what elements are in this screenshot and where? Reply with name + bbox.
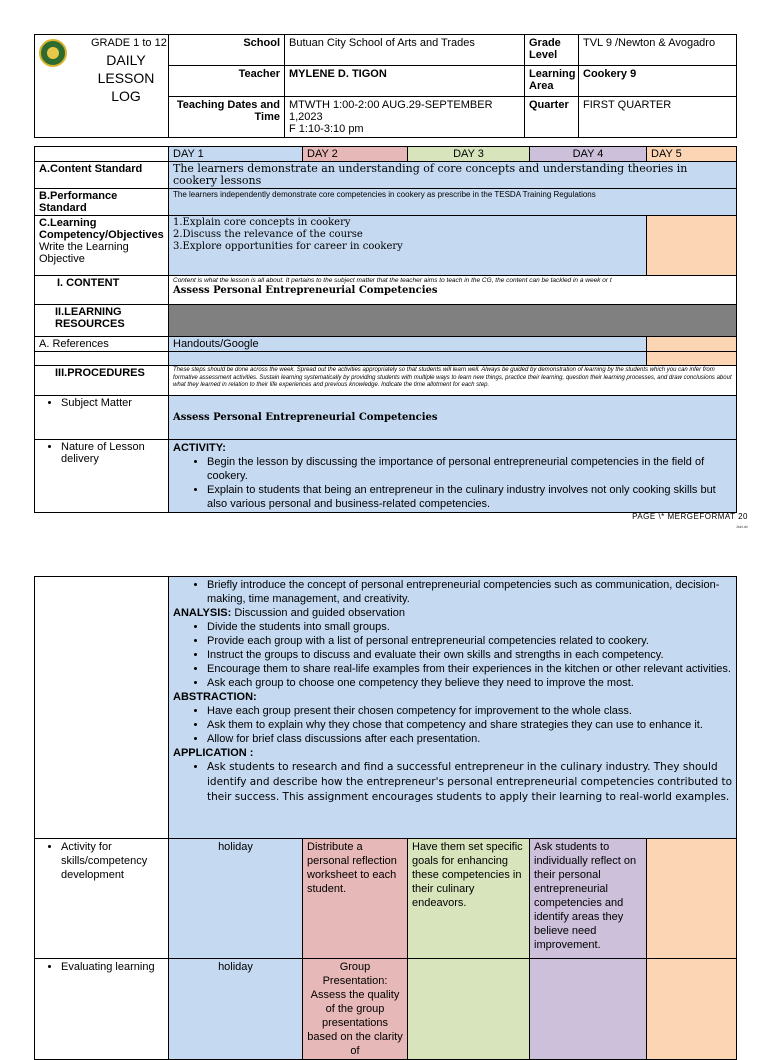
eval-day-2: Group Presentation: Assess the quality of the group presentations based on the clarity of xyxy=(303,959,408,1060)
performance-standard-label: B.Performance Standard xyxy=(35,189,169,216)
page-footer-small: Jski.dv xyxy=(735,524,748,529)
procedures-continued-cell xyxy=(169,577,737,839)
analysis-line xyxy=(173,606,732,620)
spacer-day5 xyxy=(647,352,737,366)
analysis-heading: ANALYSIS: xyxy=(173,607,232,619)
competency-label xyxy=(35,216,169,276)
content-label: I. CONTENT xyxy=(35,276,169,305)
abstraction-item: • Allow for brief class discussions after each presentation. xyxy=(207,732,732,746)
quarter-label: Quarter xyxy=(525,97,579,138)
spacer-label xyxy=(35,352,169,366)
school-value: Butuan City School of Arts and Trades xyxy=(285,35,525,66)
day-4-header: DAY 4 xyxy=(530,147,647,162)
resources-cell xyxy=(169,305,737,337)
learning-area-value: Cookery 9 xyxy=(579,66,737,97)
skills-label: • Activity for skills/competency development xyxy=(61,840,164,882)
analysis-item: • Provide each group with a list of personal entrepreneurial competencies related to cookery. xyxy=(207,634,732,648)
competency-label-sub: Write the Learning Objective xyxy=(39,241,129,265)
activity-heading: ACTIVITY: xyxy=(173,442,226,454)
teacher-value: MYLENE D. TIGON xyxy=(285,66,525,97)
subject-matter-label-cell xyxy=(35,396,169,440)
application-item: • Ask students to research and find a successful entrepreneur in the culinary industry. They should identify and describe how the entrepreneur's personal entrepreneurial competencies contributed to their success. This assignment encourages students to apply their learning to real-world examples. xyxy=(207,760,732,805)
logo-cell xyxy=(35,35,169,138)
objectives-day5 xyxy=(647,216,737,276)
day-3-header: DAY 3 xyxy=(408,147,530,162)
analysis-item: • Divide the students into small groups. xyxy=(207,620,732,634)
day-1-header: DAY 1 xyxy=(169,147,303,162)
day-2-header: DAY 2 xyxy=(303,147,408,162)
content-standard-value: The learners demonstrate an understanding of core concepts and understanding theories in cookery lessons xyxy=(169,162,737,189)
dates-label: Teaching Dates and Time xyxy=(169,97,285,138)
activity-cell xyxy=(169,440,737,513)
abstraction-item: • Ask them to explain why they chose that competency and share strategies they can use to enhance it. xyxy=(207,718,732,732)
performance-standard-value: The learners independently demonstrate core competencies in cookery as prescribe in the TESDA Training Regulations xyxy=(169,189,737,216)
content-note: Content is what the lesson is all about. It pertains to the subject matter that the teacher aims to teach in the CG, the content can be tackled in a week or t xyxy=(173,277,612,284)
references-value: Handouts/Google xyxy=(169,337,647,352)
teacher-label: Teacher xyxy=(169,66,285,97)
activity-item: • Explain to students that being an entrepreneur in the culinary industry involves not only cooking skills but also various personal and business-related competencies. xyxy=(207,483,732,511)
learning-area-label: Learning Area xyxy=(525,66,579,97)
deped-seal-icon xyxy=(39,39,67,67)
references-label: A. References xyxy=(35,337,169,352)
nature-label-cell xyxy=(35,440,169,513)
day-header-blank xyxy=(35,147,169,162)
grade-level-label: Grade Level xyxy=(525,35,579,66)
eval-label: • Evaluating learning xyxy=(61,960,164,974)
skills-day-1: holiday xyxy=(169,839,303,959)
objectives-cell xyxy=(169,216,647,276)
lesson-table xyxy=(34,146,737,513)
analysis-item: • Encourage them to share real-life examples from their experiences in the kitchen or other relevant activities. xyxy=(207,662,732,676)
dates-value xyxy=(285,97,525,138)
day-5-header: DAY 5 xyxy=(647,147,737,162)
eval-day-5 xyxy=(647,959,737,1060)
abstraction-item: • Have each group present their chosen competency for improvement to the whole class. xyxy=(207,704,732,718)
subject-matter-value: Assess Personal Entrepreneurial Competencies xyxy=(169,396,737,440)
content-cell xyxy=(169,276,737,305)
content-standard-label: A.Content Standard xyxy=(35,162,169,189)
procedures-note: These steps should be done across the week. Spread out the activities appropriately so that students will learn well. Always be guided by demonstration of learning by the students which you can infer from formative assessment activities. Sustain learning systematically by providing students with multiple ways to learn new things, practice their learning, question their learning processes, and draw conclusions about what they learned in relation to their life experiences and previous knowledge. Indicate the time allotment for each step. xyxy=(169,366,737,396)
procedures-label: III.PROCEDURES xyxy=(35,366,169,396)
objective-3: 3.Explore opportunities for career in cookery xyxy=(173,241,403,252)
procedures-continued-label xyxy=(35,577,169,839)
log-title: DAILY LESSON LOG xyxy=(97,52,155,104)
intro-item: • Briefly introduce the concept of personal entrepreneurial competencies such as communication, decision-making, time management, and creativity. xyxy=(207,578,732,606)
content-value: Assess Personal Entrepreneurial Competencies xyxy=(173,284,438,296)
competency-label-title: C.Learning Competency/Objectives xyxy=(39,217,164,241)
nature-label: • Nature of Lesson delivery xyxy=(61,441,164,465)
eval-day-4 xyxy=(530,959,647,1060)
lesson-table-continued xyxy=(34,576,737,1060)
resources-label: II.LEARNING RESOURCES xyxy=(35,305,169,337)
eval-label-cell xyxy=(35,959,169,1060)
application-heading: APPLICATION : xyxy=(173,747,254,759)
skills-day-5 xyxy=(647,839,737,959)
objective-2: 2.Discuss the relevance of the course xyxy=(173,229,363,240)
quarter-value: FIRST QUARTER xyxy=(579,97,737,138)
analysis-sub: Discussion and guided observation xyxy=(231,607,405,619)
abstraction-heading: ABSTRACTION: xyxy=(173,691,257,703)
activity-item: • Begin the lesson by discussing the importance of personal entrepreneurial competencies in the field of cookery. xyxy=(207,455,732,483)
header-table xyxy=(34,34,737,138)
skills-day-4: Ask students to individually reflect on their personal entrepreneurial competencies and identify areas they believe need improvement. xyxy=(530,839,647,959)
eval-day-1: holiday xyxy=(169,959,303,1060)
dates-value-line-1: MTWTH 1:00-2:00 AUG.29-SEPTEMBER 1,2023 xyxy=(289,99,493,123)
analysis-item: • Ask each group to choose one competency they believe they need to improve the most. xyxy=(207,676,732,690)
page-footer: PAGE \* MERGEFORMAT 20 xyxy=(632,512,748,521)
objective-1: 1.Explain core concepts in cookery xyxy=(173,217,351,228)
skills-day-2: Distribute a personal reflection worksheet to each student. xyxy=(303,839,408,959)
eval-day-3 xyxy=(408,959,530,1060)
skills-label-cell xyxy=(35,839,169,959)
spacer-value xyxy=(169,352,647,366)
subject-matter-label: • Subject Matter xyxy=(61,397,164,409)
school-label: School xyxy=(169,35,285,66)
analysis-item: • Instruct the groups to discuss and evaluate their own skills and strengths in each competency. xyxy=(207,648,732,662)
skills-day-3: Have them set specific goals for enhancing these competencies in their culinary endeavors. xyxy=(408,839,530,959)
grade-level-value: TVL 9 /Newton & Avogadro xyxy=(579,35,737,66)
dates-value-line-2: F 1:10-3:10 pm xyxy=(289,123,364,135)
references-day5 xyxy=(647,337,737,352)
grade-range: GRADE 1 to 12 xyxy=(91,37,167,49)
